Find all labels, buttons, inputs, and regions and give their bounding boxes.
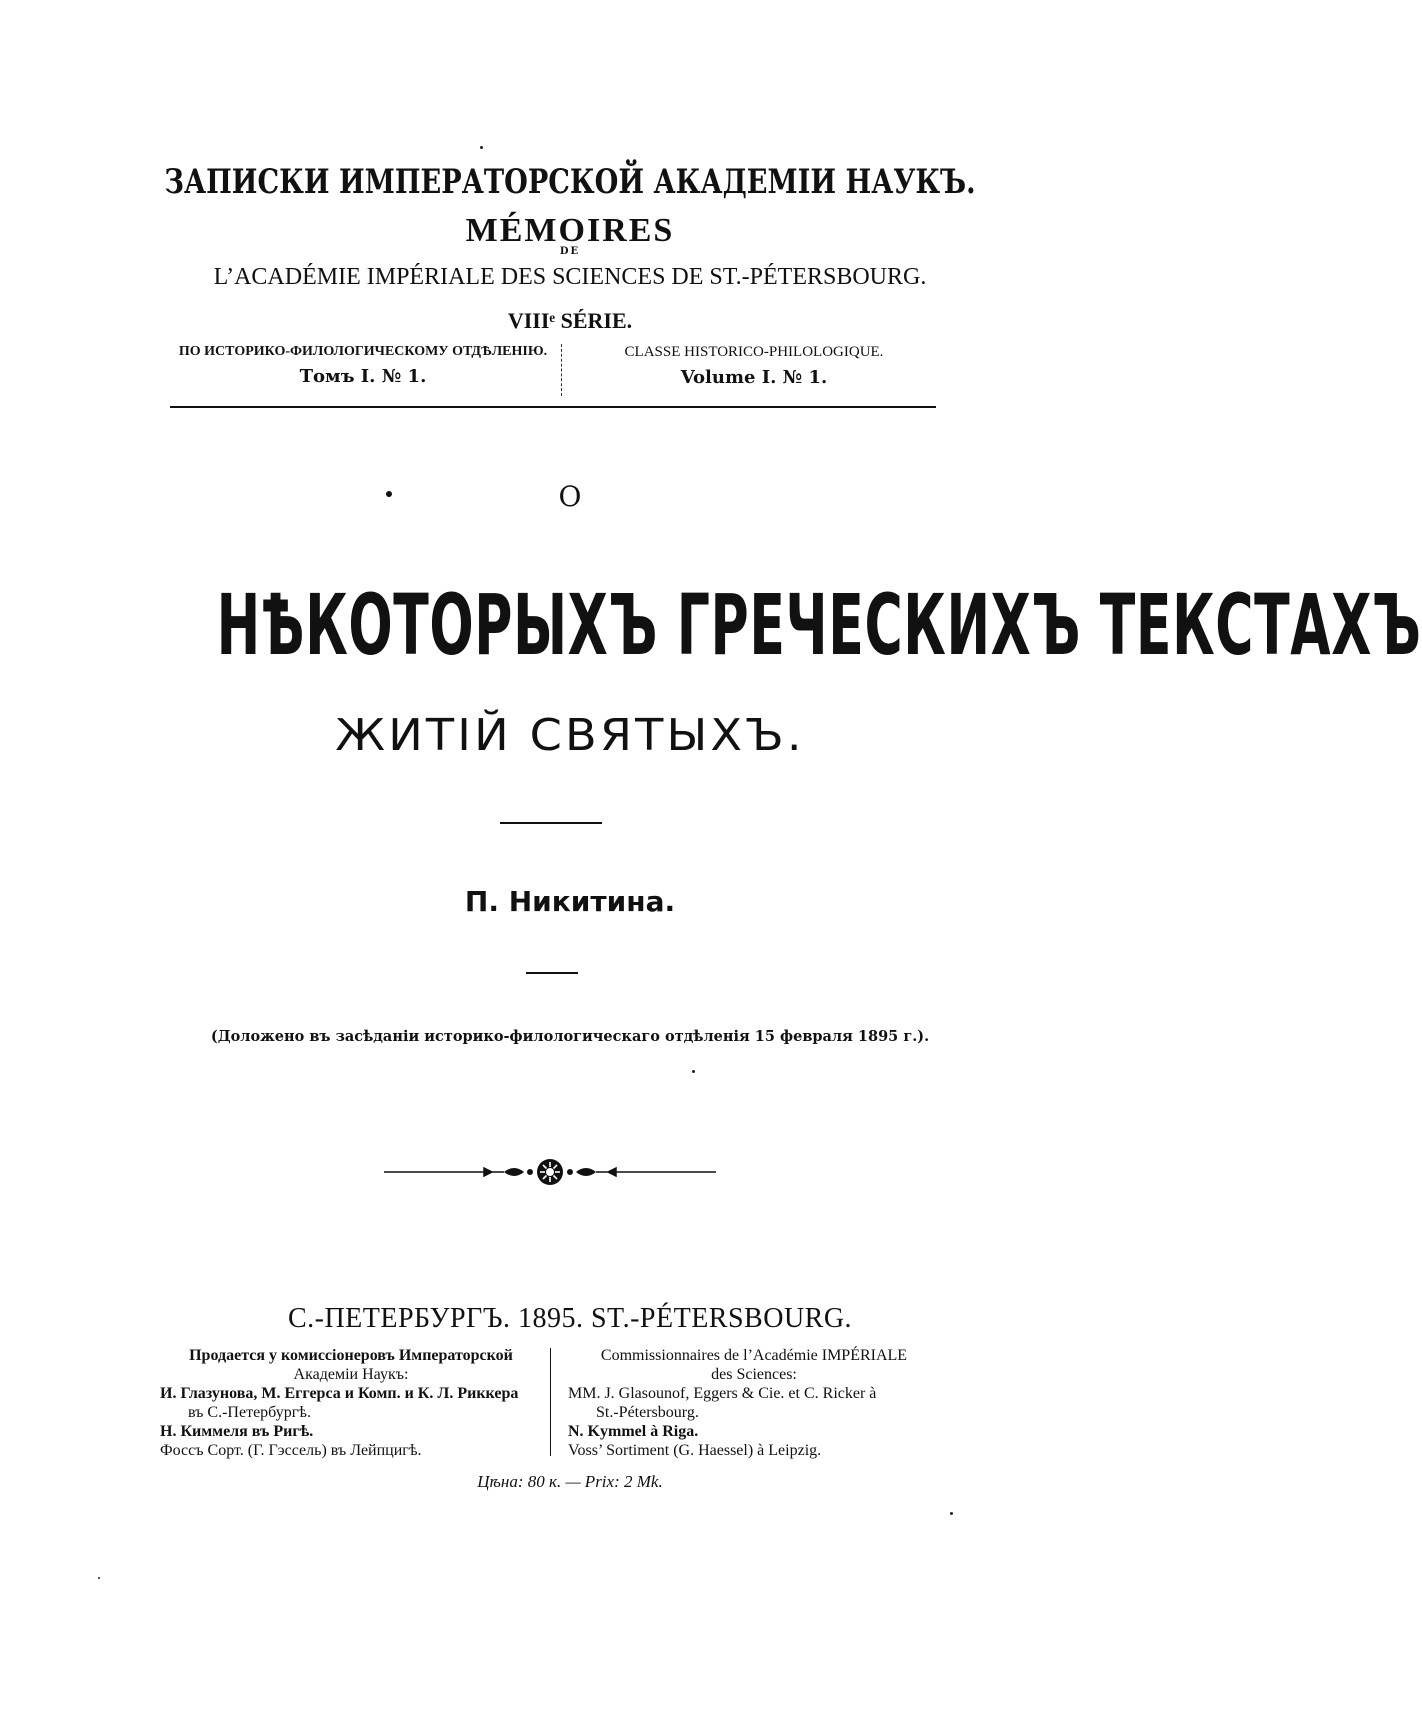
class-volume-block [168, 344, 938, 402]
memoires-heading: MÉMOIRES [465, 212, 675, 249]
volume-ru: Томъ I. № 1. [299, 366, 427, 387]
de-label: DE [559, 246, 581, 257]
column-divider [561, 344, 562, 396]
imprint-ru-line1: Продается у комиссіонеровъ Императорской [189, 1347, 513, 1364]
imprint-ru-line5: Н. Киммеля въ Ригѣ. [160, 1423, 314, 1440]
main-title: НѢКОТОРЫХЪ ГРЕЧЕСКИХЪ ТЕКСТАХЪ [216, 576, 1422, 674]
volume-fr: Volume I. № 1. [680, 367, 828, 388]
author-rule [526, 972, 578, 974]
imprint-block [160, 1346, 940, 1486]
imprint-city-year: С.-ПЕТЕРБУРГЪ. 1895. ST.-PÉTERSBOURG. [287, 1303, 853, 1334]
imprint-fr-column [568, 1346, 940, 1460]
class-ru-column [168, 344, 558, 387]
series-label: VIIIᵉ SÉRIE. [507, 308, 633, 333]
print-speck [692, 1070, 695, 1073]
imprint-ru-column [160, 1346, 542, 1460]
academy-title-fr: L’ACADÉMIE IMPÉRIALE DES SCIENCES DE ST.-PÉTERSBOURG. [213, 264, 927, 290]
subtitle: ЖИТІЙ СВЯТЫХЪ. [335, 710, 805, 761]
presentation-note: (Доложено въ засѣданіи историко-филологическаго отдѣленія 15 февраля 1895 г.). [210, 1028, 930, 1045]
ornament-divider [384, 1157, 716, 1187]
imprint-fr-line4: St.-Pétersbourg. [596, 1404, 699, 1421]
print-speck [480, 146, 483, 149]
print-speck [98, 1577, 100, 1579]
title-rule [500, 822, 602, 824]
price-line: Цѣна: 80 к. — Prix: 2 Mk. [477, 1472, 663, 1491]
imprint-fr-line5: N. Kymmel à Riga. [568, 1423, 699, 1440]
imprint-ru-line3: И. Глазунова, М. Еггерса и Комп. и К. Л. Риккера [160, 1385, 519, 1402]
imprint-fr-line6: Voss’ Sortiment (G. Haessel) à Leipzig. [568, 1442, 822, 1459]
author-name: П. Никитина. [464, 885, 676, 918]
imprint-ru-line4: въ С.-Петербургѣ. [188, 1404, 311, 1421]
imprint-ru-line6: Фоссъ Сорт. (Г. Гэссель) въ Лейпцигѣ. [160, 1442, 422, 1459]
class-ru: ПО ИСТОРИКО-ФИЛОЛОГИЧЕСКОМУ ОТДѢЛЕНІЮ. [178, 344, 548, 359]
print-speck [950, 1512, 953, 1515]
title-prefix: О [558, 480, 582, 513]
class-fr: CLASSE HISTORICO-PHILOLOGIQUE. [624, 344, 884, 360]
header-rule [170, 406, 936, 408]
imprint-fr-line2: des Sciences: [711, 1366, 797, 1383]
class-fr-column [570, 344, 938, 388]
imprint-fr-line3: MM. J. Glasounof, Eggers & Cie. et C. Ricker à [568, 1385, 877, 1402]
imprint-fr-line1: Commissionnaires de l’Académie IMPÉRIALE [600, 1347, 908, 1364]
imprint-divider [550, 1348, 551, 1456]
journal-title-ru: ЗАПИСКИ ИМПЕРАТОРСКОЙ АКАДЕМІИ НАУКЪ. [164, 162, 976, 202]
imprint-ru-line2: Академіи Наукъ: [293, 1366, 409, 1383]
